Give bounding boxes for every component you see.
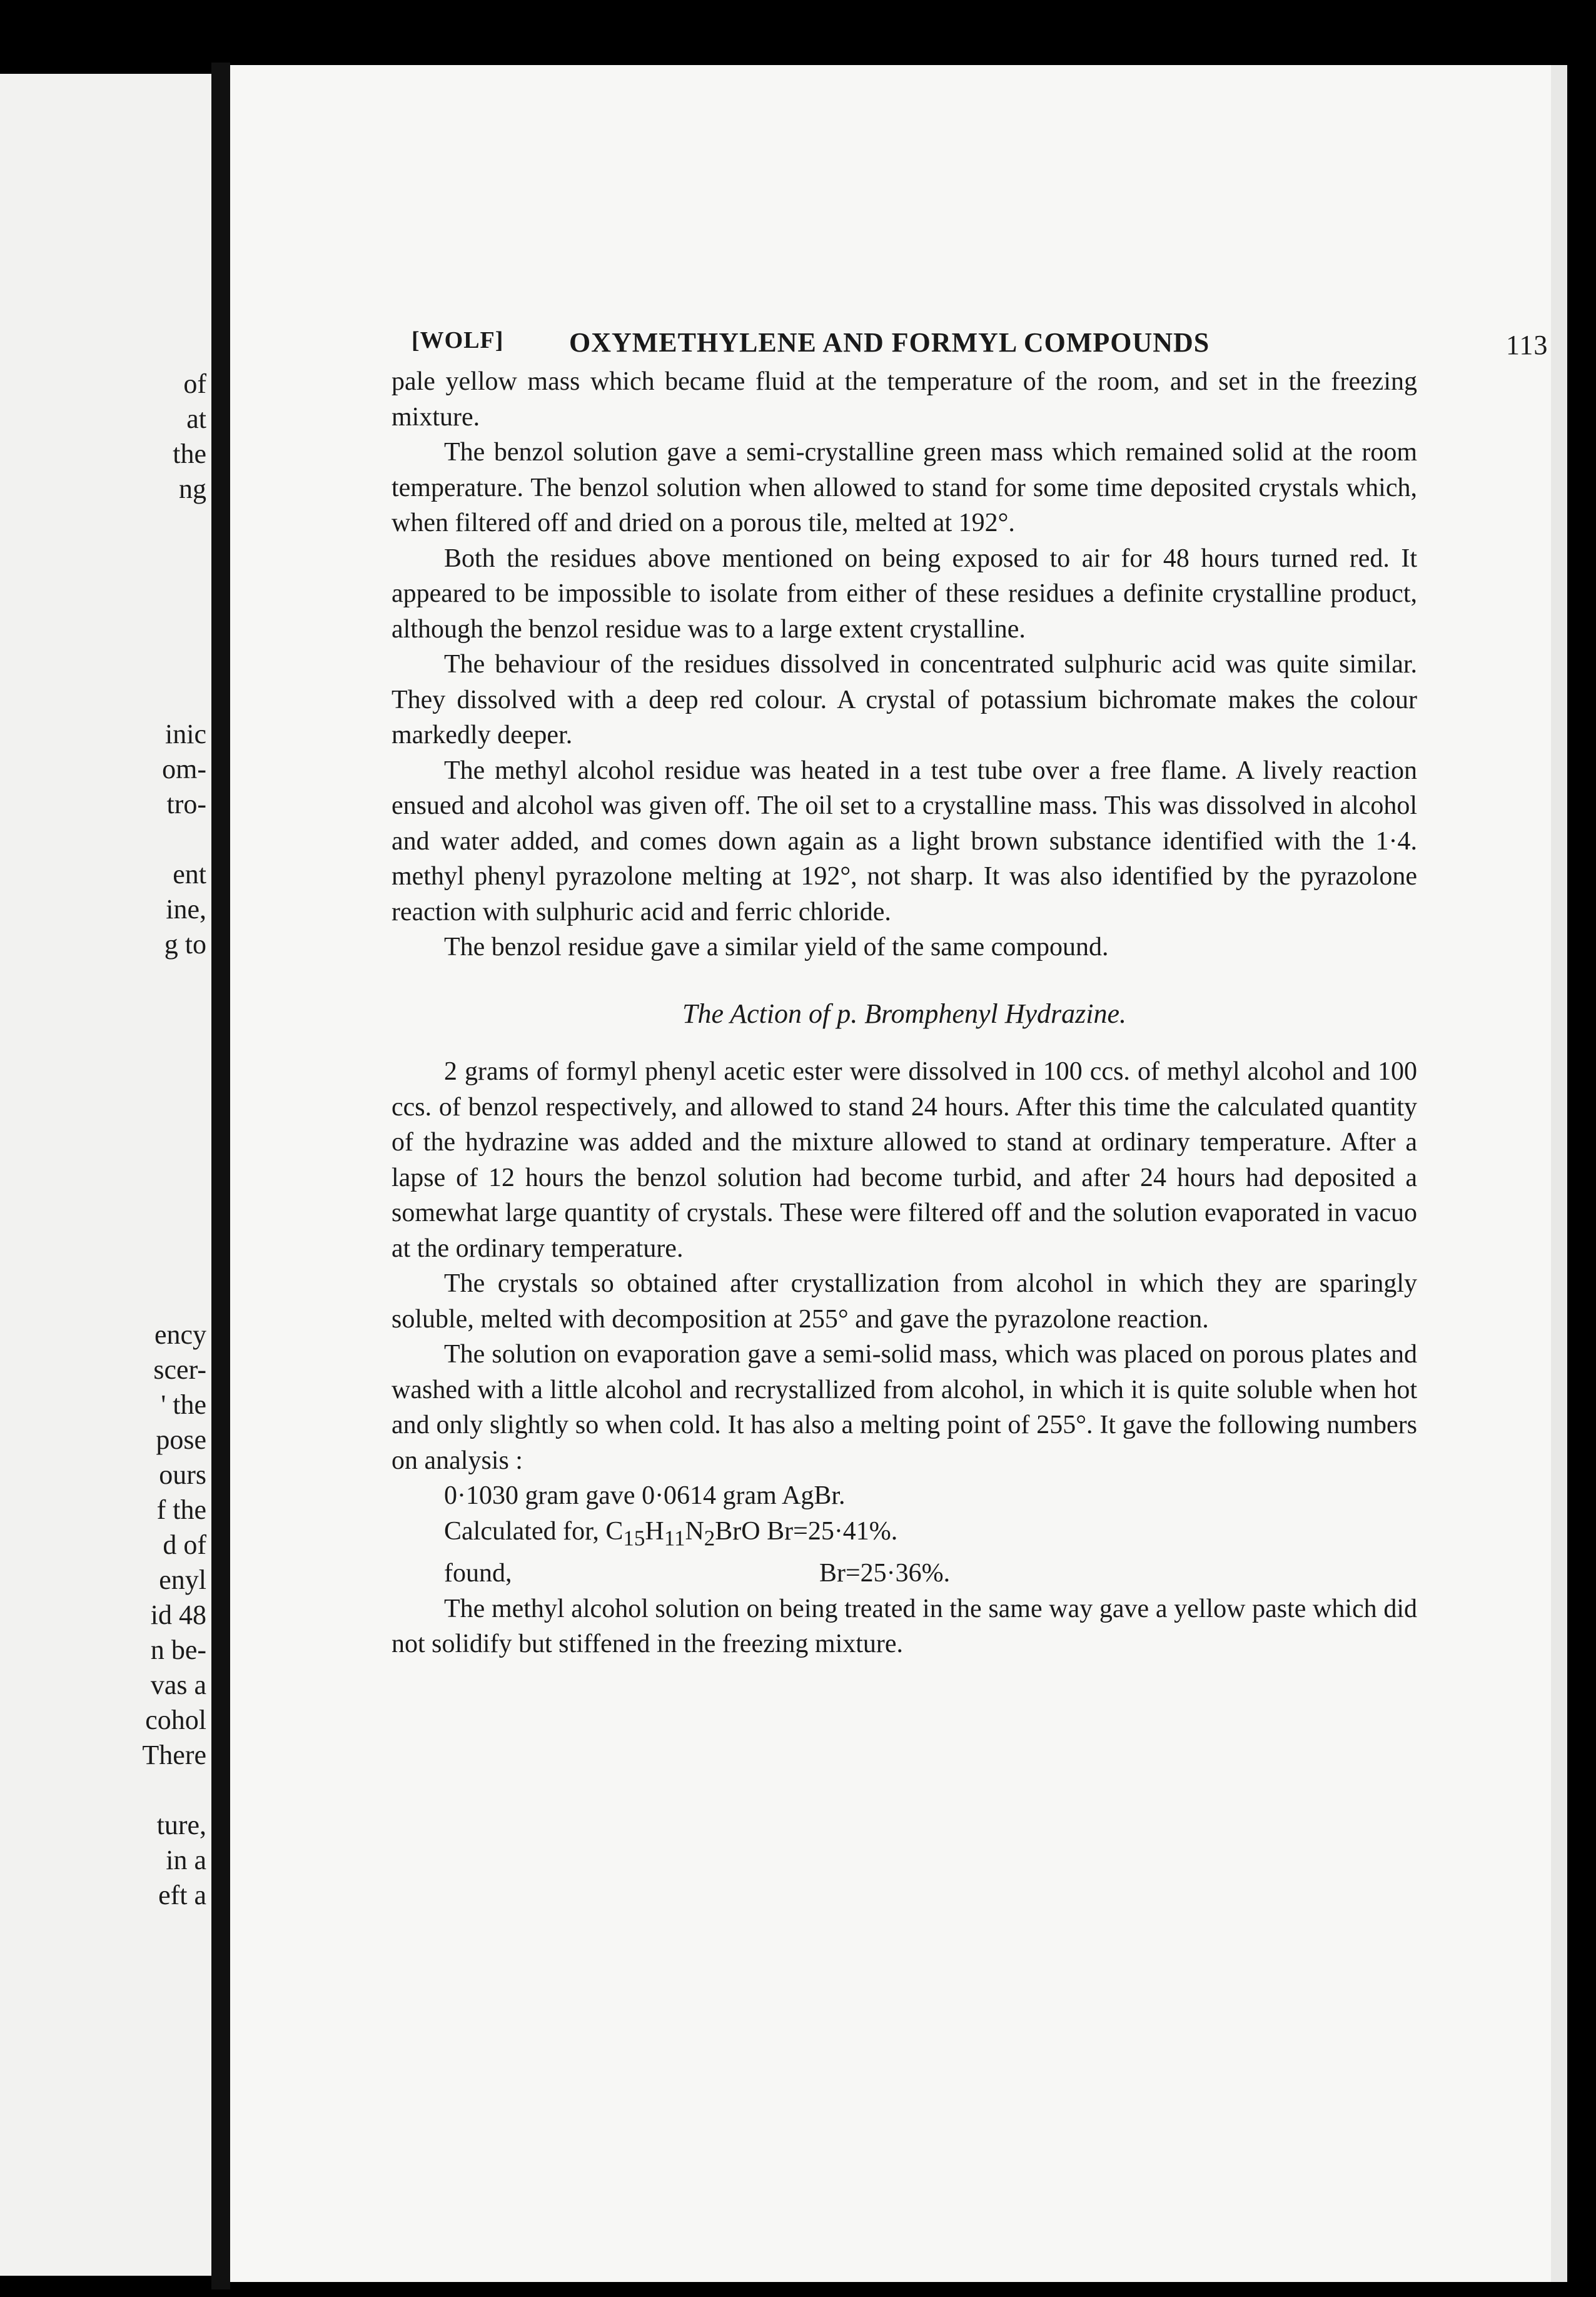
- book-gutter: [211, 63, 230, 2289]
- calc-part: N: [685, 1516, 704, 1546]
- analysis-line-1: 0·1030 gram gave 0·0614 gram AgBr.: [444, 1481, 846, 1510]
- paragraph: The methyl alcohol residue was heated in a test tube over a free flame. A lively reaction ensued and alcohol was given off. The oil set to a crystalline mass. This was dissolved in alcohol and water added, and comes down again as a light brown substance identified with the 1·4. methyl phenyl pyrazolone melting at 192°, not sharp. It was also identified by the pyrazolone reaction with sulphuric acid and ferric chloride.: [391, 756, 1417, 926]
- analysis-line-2: [444, 1514, 1417, 1556]
- paragraph: The solution on evaporation gave a semi-solid mass, which was placed on porous plates and washed with a little alcohol and recrystallized from alcohol, in which it is quite soluble when hot and only slightly so when cold. It has also a melting point of 255°. It gave the following numbers on analysis :: [391, 1340, 1417, 1475]
- found-value: Br=25·36%.: [819, 1559, 951, 1588]
- left-fragment: in a: [166, 1845, 206, 1875]
- left-fragment: eft a: [158, 1880, 206, 1910]
- left-page-edge: [0, 74, 211, 2276]
- left-fragment: vas a: [150, 1670, 206, 1700]
- left-fragment: ine,: [166, 894, 206, 925]
- paragraph: 2 grams of formyl phenyl acetic ester were dissolved in 100 ccs. of methyl alcohol and 100 ccs. of benzol respectively, and allowed to stand 24 hours. After this time the calculated quantity of the hydrazine was added and the mixture allowed to stand at ordinary temperature. After a lapse of 12 hours the benzol solution had become turbid, and after 24 hours had deposited a somewhat large quantity of crystals. These were filtered off and the solution evaporated in vacuo at the ordinary temperature.: [391, 1057, 1417, 1263]
- header-title: OXYMETHYLENE AND FORMYL COMPOUNDS: [569, 327, 1210, 358]
- calc-part: BrO Br=25·41%.: [715, 1516, 898, 1546]
- left-fragment: f the: [156, 1494, 206, 1525]
- left-fragment: There: [142, 1740, 206, 1770]
- left-fragment: of: [183, 368, 206, 399]
- section-title: The Action of p. Bromphenyl Hydrazine.: [682, 998, 1126, 1029]
- left-fragment: g to: [164, 929, 206, 960]
- page-number: 113: [1506, 330, 1548, 360]
- found-label: found,: [444, 1559, 512, 1588]
- left-fragment: cohol: [145, 1705, 206, 1735]
- page-body: [391, 364, 1417, 1662]
- paragraph: The benzol solution gave a semi-crystalline green mass which remained solid at the room temperature. The benzol solution when allowed to stand for some time deposited crystals which, when filtered off and dried on a porous tile, melted at 192°.: [391, 438, 1417, 537]
- running-header: [412, 327, 1548, 364]
- left-fragment: d of: [163, 1529, 206, 1560]
- page-edge: [1551, 65, 1567, 2282]
- header-author: [WOLF]: [412, 327, 504, 353]
- left-fragment: ours: [159, 1459, 206, 1490]
- left-fragment: ng: [179, 474, 206, 504]
- left-fragment: n be-: [150, 1635, 206, 1665]
- left-fragment: at: [186, 403, 206, 434]
- left-fragment: scer-: [153, 1354, 206, 1385]
- analysis-line-3: [444, 1556, 1417, 1591]
- subscript: 15: [623, 1525, 645, 1550]
- paragraph: Both the residues above mentioned on being exposed to air for 48 hours turned red. It appeared to be impossible to isolate from either of these residues a definite crystalline product, although the benzol residue was to a large extent crystalline.: [391, 544, 1417, 644]
- left-fragment: ency: [154, 1319, 206, 1350]
- subscript: 2: [704, 1525, 715, 1550]
- paragraph: The behaviour of the residues dissolved in concentrated sulphuric acid was quite similar. They dissolved with a deep red colour. A crystal of potassium bichromate makes the colour markedly deeper.: [391, 650, 1417, 749]
- left-fragment: enyl: [159, 1564, 206, 1595]
- paragraph: The methyl alcohol solution on being treated in the same way gave a yellow paste which did not solidify but stiffened in the freezing mixture.: [391, 1594, 1417, 1659]
- left-fragment: pose: [156, 1424, 206, 1455]
- calc-label: Calculated for, C: [444, 1516, 624, 1546]
- paragraph: pale yellow mass which became fluid at the temperature of the room, and set in the freezing mixture.: [391, 367, 1417, 432]
- paragraph: The crystals so obtained after crystallization from alcohol in which they are sparingly soluble, melted with decomposition at 255° and gave the pyrazolone reaction.: [391, 1269, 1417, 1334]
- book-page: [230, 65, 1551, 2282]
- paragraph: The benzol residue gave a similar yield of the same compound.: [444, 933, 1109, 961]
- left-fragment: tro-: [166, 789, 206, 819]
- left-fragment: ' the: [161, 1389, 206, 1420]
- left-fragment: ent: [173, 859, 206, 890]
- left-fragment: the: [173, 439, 206, 469]
- left-fragment: ture,: [156, 1810, 206, 1840]
- calc-part: H: [645, 1516, 664, 1546]
- left-fragment: id 48: [150, 1600, 206, 1630]
- left-fragment: inic: [165, 719, 206, 749]
- left-fragment: om-: [162, 754, 206, 784]
- subscript: 11: [664, 1525, 685, 1550]
